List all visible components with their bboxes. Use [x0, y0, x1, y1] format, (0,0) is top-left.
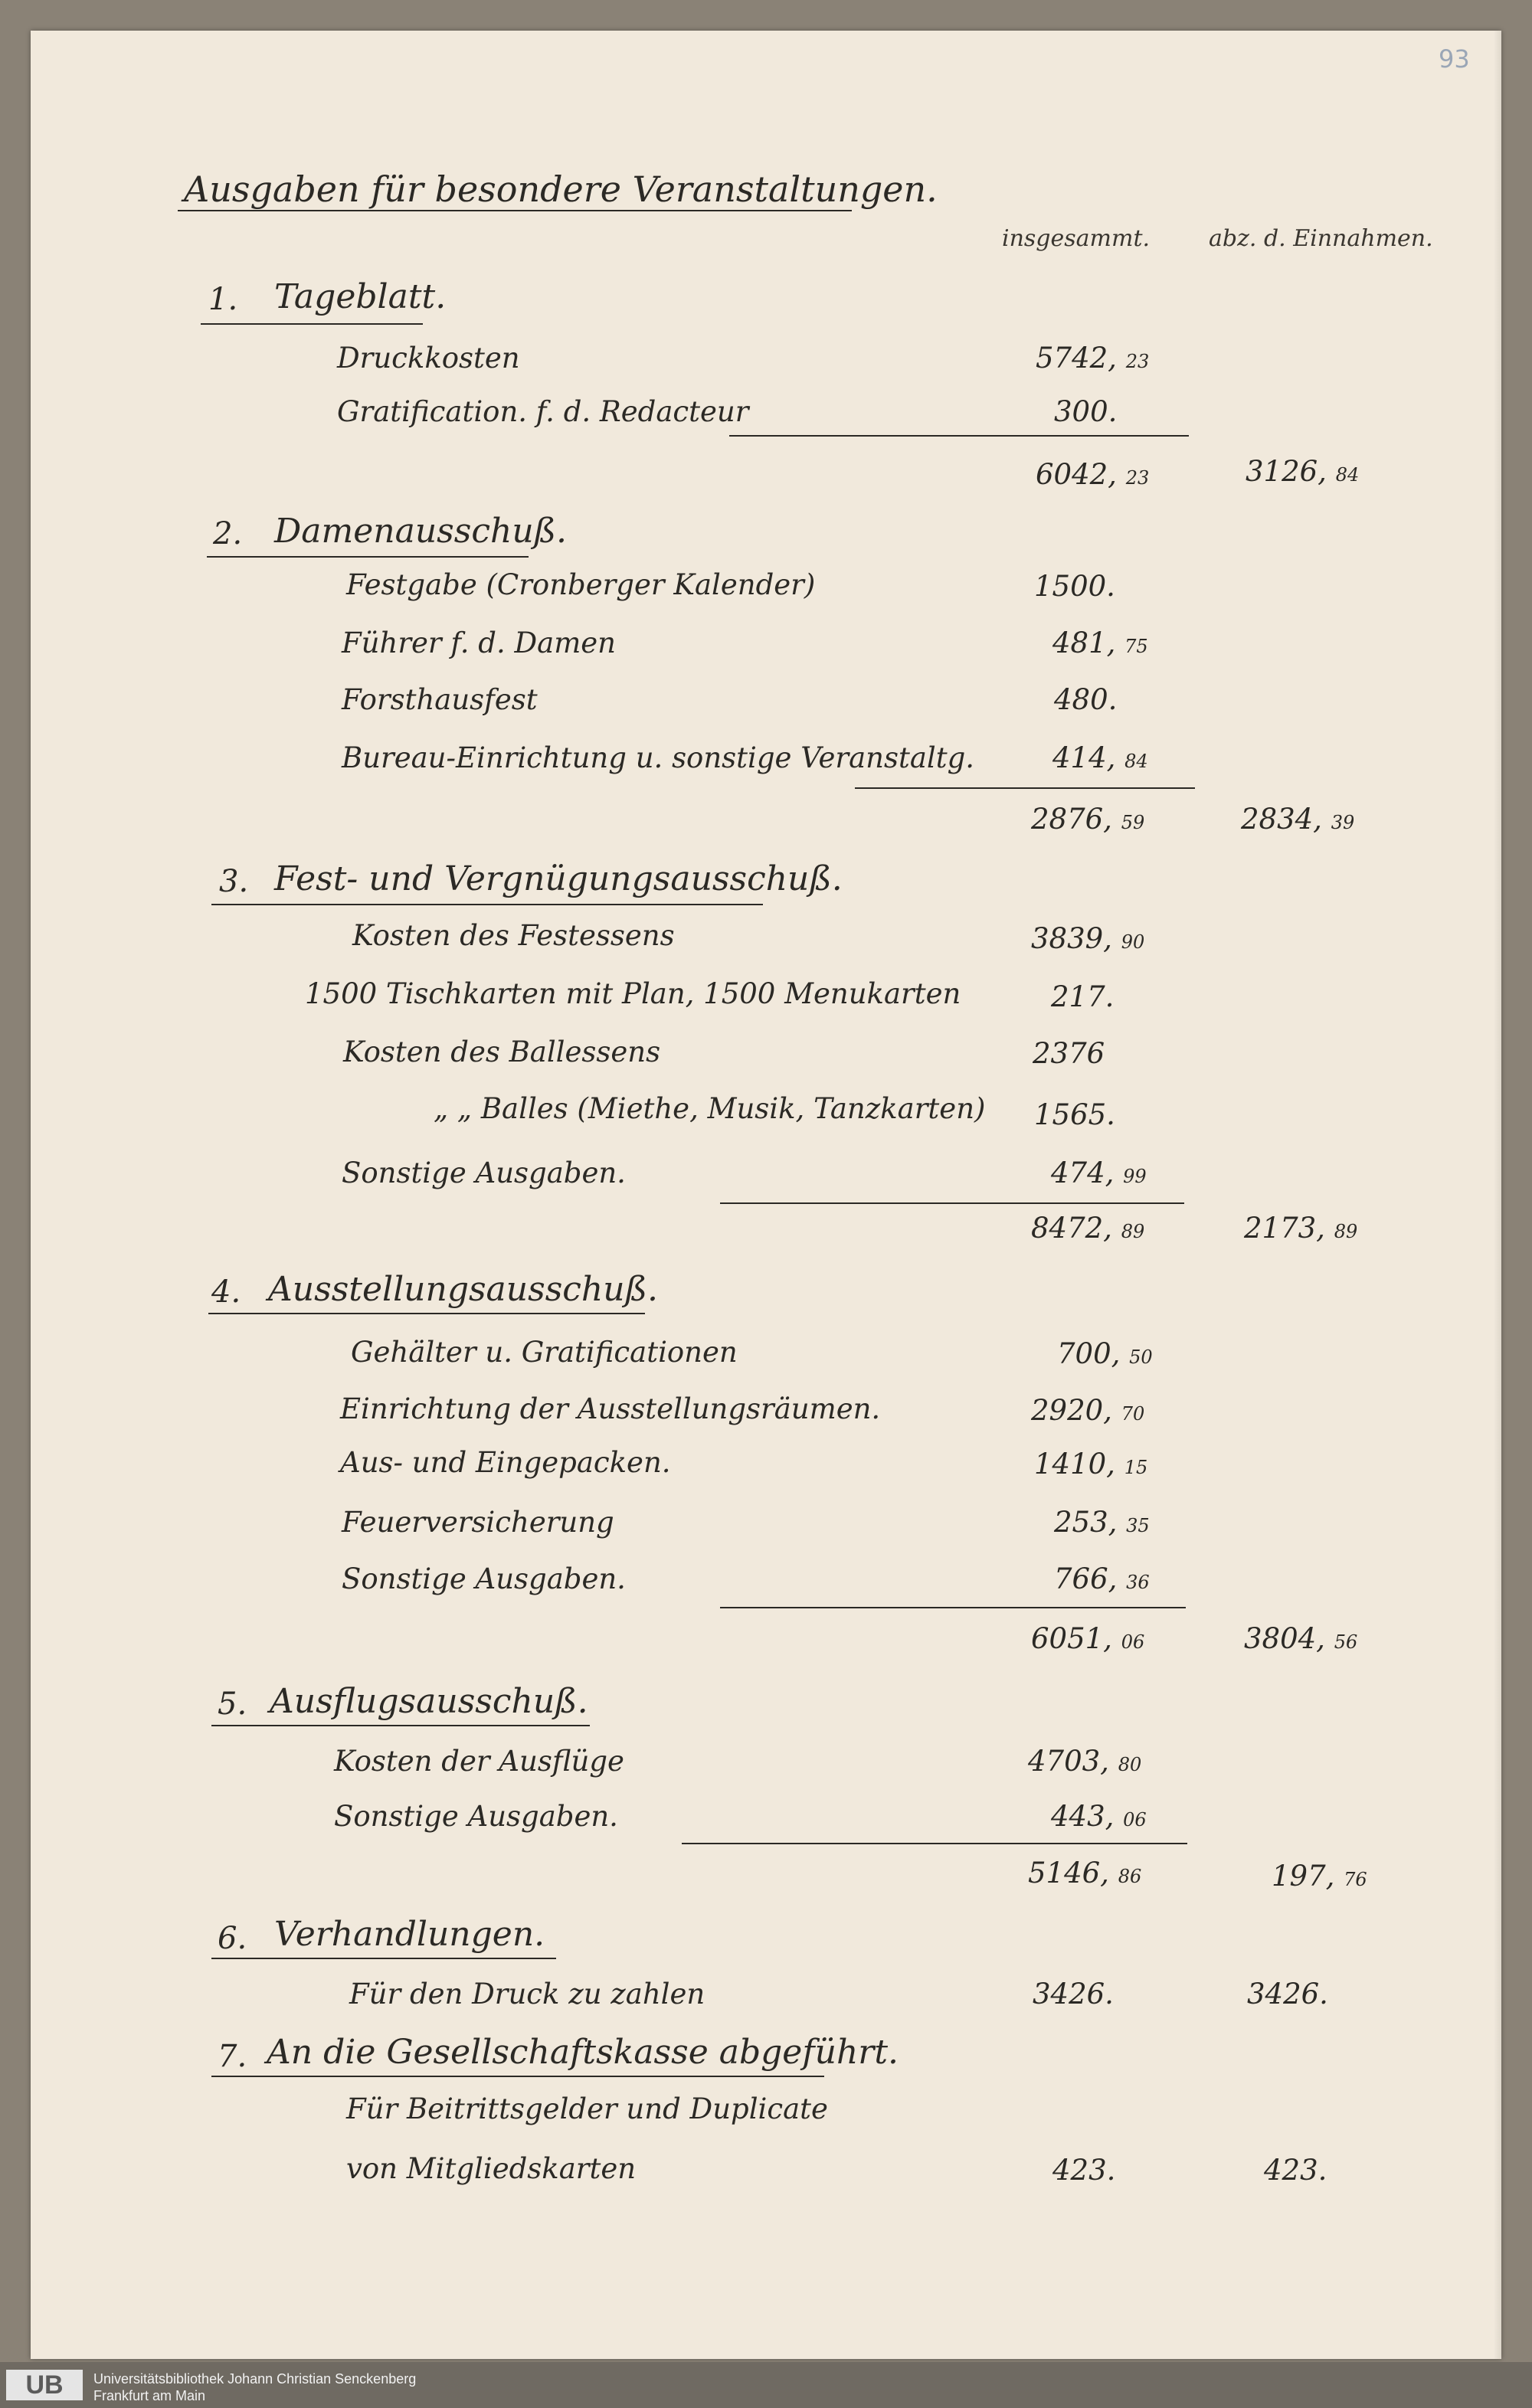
- line-item-amount: 300.: [1054, 395, 1118, 428]
- section-title-underline: [201, 323, 423, 325]
- line-item-label: Für den Druck zu zahlen: [349, 1978, 705, 2010]
- line-item-amount: 474, 99: [1051, 1157, 1147, 1189]
- column-header-net: abz. d. Einnahmen.: [1209, 225, 1433, 252]
- document-title: Ausgaben für besondere Veranstaltungen.: [184, 168, 938, 210]
- line-item-label: Kosten des Festessens: [352, 919, 675, 952]
- sum-rule: [720, 1607, 1186, 1608]
- section-number: 5.: [218, 1687, 247, 1722]
- section-total: 5146, 86: [1028, 1857, 1142, 1889]
- line-item-amount: 480.: [1054, 683, 1118, 716]
- line-item-amount: 414, 84: [1052, 741, 1148, 774]
- section-net: 2834, 39: [1241, 803, 1355, 836]
- line-item-label: Sonstige Ausgaben.: [334, 1800, 618, 1833]
- line-item-label: 1500 Tischkarten mit Plan, 1500 Menukarten: [305, 977, 961, 1010]
- section-title-underline: [211, 904, 763, 905]
- line-item-amount: 5742, 23: [1036, 342, 1150, 375]
- section-total: 6042, 23: [1036, 458, 1150, 491]
- section-title-underline: [211, 1725, 590, 1726]
- section-title-underline: [207, 556, 529, 558]
- line-item-amount: 1500.: [1034, 570, 1115, 603]
- section-title: Damenausschuß.: [274, 512, 568, 551]
- section-number: 7.: [218, 2039, 247, 2074]
- section-title: Tageblatt.: [274, 277, 447, 316]
- line-item-label: Einrichtung der Ausstellungsräumen.: [340, 1392, 881, 1425]
- section-net: 3804, 56: [1244, 1622, 1358, 1655]
- sum-rule: [682, 1843, 1187, 1844]
- column-header-total: insgesammt.: [1002, 225, 1151, 252]
- line-item-amount: 423.: [1052, 2154, 1116, 2187]
- section-net: 3126, 84: [1246, 455, 1360, 488]
- section-number: 6.: [218, 1921, 247, 1956]
- section-number: 3.: [219, 864, 249, 899]
- line-item-amount: 4703, 80: [1028, 1745, 1142, 1778]
- section-number: 1.: [208, 282, 238, 317]
- line-item-label: Für Beitrittsgelder und Duplicate: [346, 2092, 828, 2125]
- section-number: 2.: [213, 516, 243, 551]
- section-title: Ausstellungsausschuß.: [268, 1270, 658, 1309]
- section-title: Verhandlungen.: [274, 1915, 545, 1954]
- line-item-amount: 1410, 15: [1034, 1448, 1148, 1480]
- section-total: 6051, 06: [1031, 1622, 1145, 1655]
- line-item-amount: 3426.: [1033, 1978, 1114, 2010]
- line-item-label: Aus- und Eingepacken.: [340, 1446, 671, 1479]
- line-item-amount: 2376: [1033, 1037, 1105, 1070]
- line-item-label: Sonstige Ausgaben.: [342, 1562, 626, 1595]
- line-item-amount: 217.: [1051, 980, 1115, 1013]
- line-item-label: von Mitgliedskarten: [346, 2152, 637, 2185]
- line-item-label: Kosten der Ausflüge: [334, 1745, 624, 1778]
- line-item-amount: 253, 35: [1054, 1506, 1150, 1539]
- section-net: 197, 76: [1272, 1860, 1367, 1893]
- section-title-underline: [211, 2076, 824, 2077]
- section-total: 2876, 59: [1031, 803, 1145, 836]
- line-item-label: Druckkosten: [337, 342, 520, 375]
- line-item-label: Sonstige Ausgaben.: [342, 1157, 626, 1189]
- line-item-label: Gratification. f. d. Redacteur: [337, 395, 749, 428]
- line-item-label: Forsthausfest: [342, 683, 538, 716]
- line-item-label: Führer f. d. Damen: [342, 627, 617, 659]
- sum-rule: [729, 435, 1189, 437]
- footer-city: Frankfurt am Main: [93, 2388, 206, 2403]
- library-footer: [0, 2362, 1532, 2408]
- page-edge-shadow: [1494, 31, 1501, 2359]
- line-item-label: Feuerversicherung: [342, 1506, 614, 1539]
- line-item-label: Bureau-Einrichtung u. sonstige Veranstaltg.: [342, 741, 975, 774]
- line-item-amount: 3839, 90: [1031, 922, 1145, 955]
- section-number: 4.: [211, 1274, 241, 1310]
- page-number: 93: [1439, 44, 1470, 74]
- section-title-underline: [208, 1313, 645, 1314]
- library-logo: UB: [6, 2370, 83, 2400]
- section-title: An die Gesellschaftskasse abgeführt.: [267, 2033, 899, 2072]
- line-item-amount: 1565.: [1034, 1098, 1115, 1131]
- line-item-amount: 481, 75: [1052, 627, 1148, 659]
- line-item-amount: 2920, 70: [1031, 1394, 1145, 1427]
- line-item-label: Festgabe (Cronberger Kalender): [346, 568, 816, 601]
- sum-rule: [855, 787, 1195, 789]
- section-net: 423.: [1264, 2154, 1327, 2187]
- section-title: Fest- und Vergnügungsausschuß.: [274, 859, 843, 898]
- line-item-label: Gehälter u. Gratificationen: [351, 1336, 738, 1369]
- footer-institution: Universitätsbibliothek Johann Christian Senckenberg: [93, 2371, 417, 2387]
- line-item-amount: 700, 50: [1057, 1337, 1153, 1370]
- section-title-underline: [211, 1958, 556, 1959]
- sum-rule: [720, 1202, 1184, 1204]
- section-total: 8472, 89: [1031, 1212, 1145, 1245]
- title-underline: [178, 210, 852, 211]
- section-title: Ausflugsausschuß.: [270, 1682, 588, 1721]
- line-item-amount: 443, 06: [1051, 1800, 1147, 1833]
- section-net: 2173, 89: [1244, 1212, 1358, 1245]
- line-item-amount: 766, 36: [1054, 1562, 1150, 1595]
- section-net: 3426.: [1247, 1978, 1328, 2010]
- line-item-label: Kosten des Ballessens: [343, 1036, 661, 1068]
- line-item-label: „ „ Balles (Miethe, Musik, Tanzkarten): [434, 1092, 986, 1125]
